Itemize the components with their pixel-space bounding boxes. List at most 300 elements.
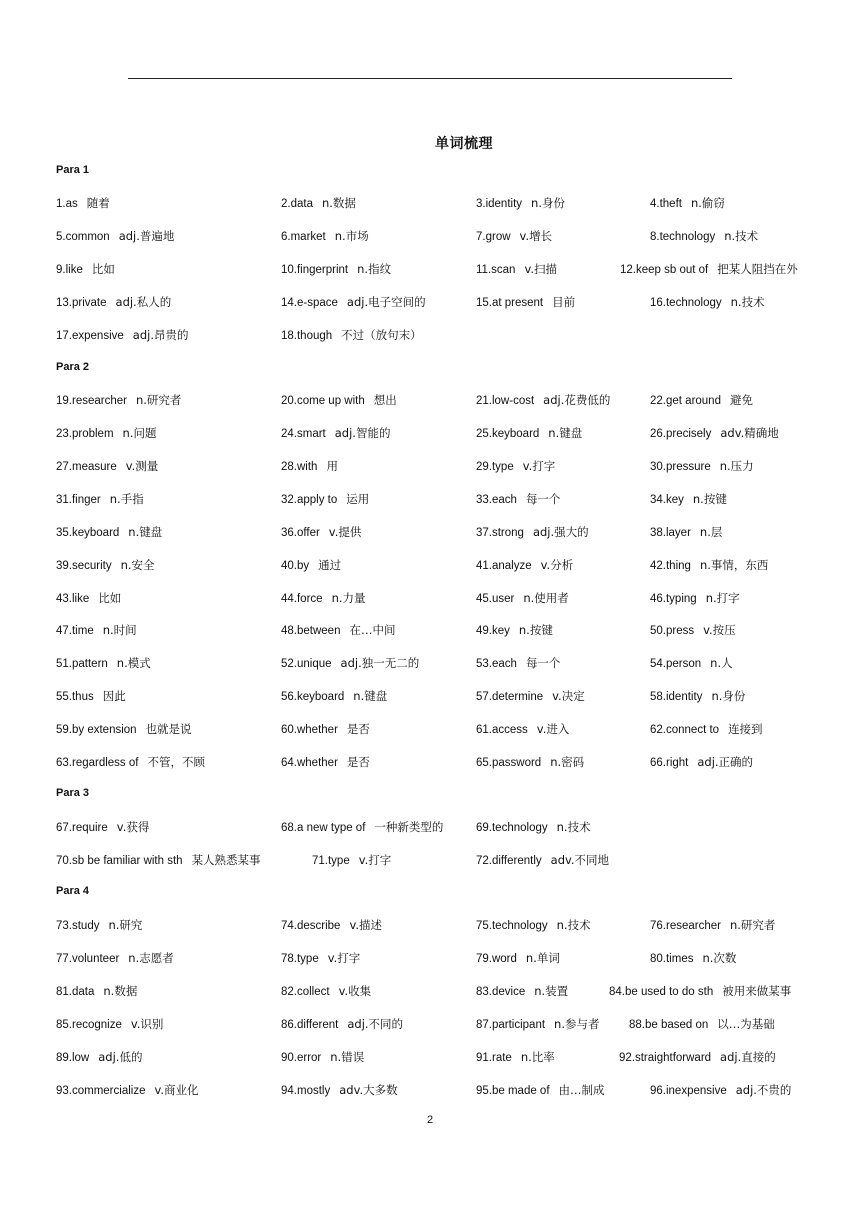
vocab-meaning: n.技术 [556, 918, 591, 932]
vocab-entry [281, 622, 395, 638]
vocab-term: 65.password [476, 757, 542, 769]
vocab-term: 89.low [56, 1052, 90, 1064]
vocab-entry [281, 1049, 364, 1065]
vocab-meaning: adj.智能的 [334, 426, 391, 440]
vocab-term: 51.pattern [56, 658, 108, 670]
vocab-term: 49.key [476, 625, 510, 637]
vocab-term: 19.researcher [56, 395, 127, 407]
vocab-term: 14.e-space [281, 297, 338, 309]
vocab-meaning: v.测量 [125, 459, 159, 473]
vocab-entry [56, 983, 137, 999]
vocab-meaning: 一种新类型的 [374, 820, 444, 834]
vocab-entry [476, 392, 610, 408]
vocab-meaning: 被用来做某事 [722, 984, 792, 998]
vocab-meaning: 因此 [102, 689, 126, 703]
vocab-meaning: v.按压 [703, 623, 736, 637]
vocab-meaning: v.获得 [116, 820, 150, 834]
vocab-entry [476, 590, 569, 606]
vocab-term: 70.sb be familiar with sth [56, 855, 183, 867]
vocab-term: 84.be used to do sth [609, 986, 714, 998]
vocab-meaning: 目前 [552, 295, 576, 309]
vocab-meaning: adj.强大的 [532, 525, 589, 539]
vocab-term: 27.measure [56, 461, 117, 473]
vocab-entry [650, 655, 733, 671]
vocab-meaning: n.偷窃 [690, 196, 725, 210]
vocab-entry [56, 852, 261, 868]
vocab-term: 23.problem [56, 428, 114, 440]
vocab-meaning: v.提供 [328, 525, 362, 539]
vocab-row [0, 622, 860, 642]
vocab-row [0, 327, 860, 347]
vocab-term: 16.technology [650, 297, 722, 309]
vocab-entry [650, 392, 753, 408]
vocab-term: 39.security [56, 560, 112, 572]
vocab-entry [476, 688, 585, 704]
vocab-entry [476, 1049, 555, 1065]
vocab-term: 62.connect to [650, 724, 720, 736]
vocab-meaning: 以…为基础 [717, 1017, 775, 1031]
vocab-entry [650, 425, 779, 441]
vocab-entry [281, 294, 426, 310]
vocab-term: 66.right [650, 757, 689, 769]
vocab-term: 56.keyboard [281, 691, 345, 703]
vocab-row [0, 950, 860, 970]
vocab-term: 80.times [650, 953, 694, 965]
vocab-entry [281, 917, 382, 933]
vocab-term: 22.get around [650, 395, 721, 407]
vocab-entry [56, 1082, 199, 1098]
vocab-meaning: 想出 [373, 393, 397, 407]
vocab-entry [56, 622, 137, 638]
vocab-entry [56, 524, 162, 540]
vocab-term: 78.type [281, 953, 319, 965]
vocab-meaning: n.单词 [525, 951, 560, 965]
vocab-meaning: adj.直接的 [720, 1050, 776, 1064]
vocab-entry [476, 655, 560, 671]
vocab-meaning: 避免 [729, 393, 753, 407]
vocab-meaning: n.技术 [724, 229, 759, 243]
vocab-entry [56, 1016, 163, 1032]
vocab-row [0, 294, 860, 314]
vocab-term: 74.describe [281, 920, 341, 932]
vocab-term: 48.between [281, 625, 341, 637]
vocab-term: 50.press [650, 625, 695, 637]
vocab-term: 13.private [56, 297, 107, 309]
vocab-term: 40.by [281, 560, 310, 572]
vocab-meaning: v.商业化 [154, 1083, 199, 1097]
page-number: 2 [426, 1114, 434, 1126]
vocab-meaning: n.使用者 [523, 591, 569, 605]
vocab-entry [476, 1082, 605, 1098]
vocab-term: 36.offer [281, 527, 320, 539]
vocab-meaning: n.键盘 [548, 426, 583, 440]
vocab-meaning: n.技术 [730, 295, 765, 309]
vocab-entry [650, 195, 725, 211]
vocab-meaning: adj.独一无二的 [340, 656, 420, 670]
vocab-meaning: 连接到 [728, 722, 763, 736]
vocab-meaning: adj.普遍地 [118, 229, 175, 243]
vocab-term: 96.inexpensive [650, 1085, 727, 1097]
vocab-term: 38.layer [650, 527, 691, 539]
vocab-meaning: adj.正确的 [697, 755, 754, 769]
vocab-meaning: 也就是说 [145, 722, 192, 736]
vocab-meaning: 是否 [346, 755, 370, 769]
vocab-entry [476, 1016, 600, 1032]
vocab-term: 54.person [650, 658, 702, 670]
vocab-entry [650, 917, 775, 933]
vocab-meaning: 某人熟悉某事 [191, 853, 261, 867]
vocab-term: 47.time [56, 625, 94, 637]
vocab-entry [650, 1082, 791, 1098]
vocab-entry [476, 721, 569, 737]
vocab-meaning: n.按键 [692, 492, 727, 506]
vocab-term: 10.fingerprint [281, 264, 349, 276]
vocab-meaning: n.按键 [518, 623, 553, 637]
vocab-meaning: n.数据 [103, 984, 138, 998]
vocab-entry [281, 819, 443, 835]
vocab-term: 94.mostly [281, 1085, 331, 1097]
vocab-row [0, 590, 860, 610]
vocab-entry [281, 983, 371, 999]
vocab-term: 95.be made of [476, 1085, 550, 1097]
vocab-entry [476, 622, 553, 638]
vocab-meaning: 比如 [98, 591, 122, 605]
vocab-row [0, 983, 860, 1003]
vocab-meaning: adj.电子空间的 [346, 295, 426, 309]
vocab-meaning: 是否 [346, 722, 370, 736]
vocab-row [0, 1049, 860, 1069]
section-label: Para 3 [56, 787, 90, 799]
vocab-meaning: 比如 [91, 262, 115, 276]
vocab-meaning: n.手指 [109, 492, 144, 506]
vocab-entry [56, 327, 188, 343]
vocab-meaning: n.身份 [711, 689, 746, 703]
vocab-row [0, 524, 860, 544]
vocab-meaning: 通过 [318, 558, 342, 572]
vocab-term: 41.analyze [476, 560, 532, 572]
vocab-entry [476, 195, 565, 211]
vocab-meaning: adj.不贵的 [735, 1083, 792, 1097]
vocab-row [0, 852, 860, 872]
vocab-meaning: adv.大多数 [339, 1083, 398, 1097]
vocab-meaning: n.参与者 [554, 1017, 600, 1031]
vocab-entry [56, 721, 192, 737]
vocab-term: 2.data [281, 198, 313, 210]
vocab-term: 55.thus [56, 691, 94, 703]
vocab-term: 63.regardless of [56, 757, 139, 769]
vocab-term: 9.like [56, 264, 83, 276]
vocab-meaning: adv.精确地 [720, 426, 779, 440]
vocab-entry [650, 458, 754, 474]
vocab-term: 87.participant [476, 1019, 546, 1031]
vocab-entry [476, 491, 560, 507]
vocab-meaning: 把某人阻挡在外 [717, 262, 798, 276]
vocab-entry [281, 458, 338, 474]
vocab-term: 73.study [56, 920, 100, 932]
vocab-term: 30.pressure [650, 461, 711, 473]
vocab-entry [56, 917, 142, 933]
vocab-entry [650, 491, 727, 507]
vocab-entry [650, 754, 753, 770]
vocab-term: 26.precisely [650, 428, 712, 440]
vocab-entry [281, 1082, 398, 1098]
vocab-term: 29.type [476, 461, 514, 473]
vocab-entry [650, 721, 763, 737]
vocab-term: 17.expensive [56, 330, 124, 342]
vocab-term: 11.scan [476, 264, 516, 276]
vocab-row [0, 917, 860, 937]
vocab-entry [56, 1049, 142, 1065]
vocab-term: 44.force [281, 593, 323, 605]
vocab-entry [609, 983, 791, 999]
vocab-term: 92.straightforward [619, 1052, 712, 1064]
vocab-entry [281, 491, 369, 507]
vocab-entry [650, 294, 765, 310]
vocab-entry [281, 392, 397, 408]
vocab-term: 58.identity [650, 691, 703, 703]
vocab-meaning: n.比率 [520, 1050, 555, 1064]
vocab-row [0, 1016, 860, 1036]
vocab-meaning: v.收集 [338, 984, 372, 998]
vocab-meaning: n.时间 [102, 623, 137, 637]
vocab-term: 83.device [476, 986, 526, 998]
vocab-entry [650, 950, 736, 966]
vocab-term: 69.technology [476, 822, 548, 834]
vocab-entry [620, 261, 798, 277]
vocab-term: 81.data [56, 986, 95, 998]
vocab-meaning: v.打字 [327, 951, 361, 965]
vocab-meaning: n.键盘 [353, 689, 388, 703]
header-rule [128, 78, 732, 79]
vocab-term: 5.common [56, 231, 110, 243]
vocab-row [0, 688, 860, 708]
vocab-entry [56, 261, 115, 277]
vocab-meaning: v.描述 [349, 918, 383, 932]
vocab-meaning: n.人 [710, 656, 733, 670]
vocab-entry [476, 261, 557, 277]
vocab-meaning: v.分析 [540, 558, 574, 572]
vocab-term: 76.researcher [650, 920, 721, 932]
vocab-entry [281, 524, 361, 540]
vocab-meaning: 不过（放句末） [341, 328, 422, 342]
vocab-term: 43.like [56, 593, 90, 605]
vocab-entry [619, 1049, 776, 1065]
vocab-meaning: n.层 [699, 525, 723, 539]
vocab-meaning: n.模式 [116, 656, 151, 670]
vocab-entry [650, 622, 736, 638]
vocab-term: 31.finger [56, 494, 101, 506]
vocab-meaning: v.扫描 [524, 262, 558, 276]
vocab-term: 82.collect [281, 986, 330, 998]
vocab-term: 71.type [312, 855, 350, 867]
vocab-entry [56, 688, 126, 704]
vocab-meaning: 不管，不顾 [147, 755, 205, 769]
vocab-term: 8.technology [650, 231, 716, 243]
vocab-meaning: n.次数 [702, 951, 737, 965]
vocab-row [0, 491, 860, 511]
vocab-term: 52.unique [281, 658, 332, 670]
vocab-meaning: 运用 [346, 492, 370, 506]
vocab-entry [650, 590, 740, 606]
vocab-entry [476, 228, 552, 244]
vocab-entry [629, 1016, 775, 1032]
vocab-meaning: n.压力 [719, 459, 754, 473]
vocab-meaning: n.研究者 [135, 393, 182, 407]
vocab-term: 42.thing [650, 560, 691, 572]
vocab-term: 20.come up with [281, 395, 365, 407]
vocab-term: 61.access [476, 724, 528, 736]
vocab-entry [281, 557, 341, 573]
vocab-meaning: v.增长 [519, 229, 553, 243]
vocab-entry [56, 950, 174, 966]
vocab-term: 32.apply to [281, 494, 338, 506]
vocab-meaning: n.指纹 [357, 262, 392, 276]
vocab-entry [476, 754, 584, 770]
vocab-entry [650, 228, 758, 244]
vocab-row [0, 425, 860, 445]
vocab-term: 88.be based on [629, 1019, 709, 1031]
vocab-row [0, 195, 860, 215]
vocab-term: 91.rate [476, 1052, 512, 1064]
vocab-row [0, 392, 860, 412]
vocab-entry [476, 950, 560, 966]
vocab-entry [476, 852, 609, 868]
vocab-row [0, 655, 860, 675]
vocab-meaning: v.进入 [536, 722, 570, 736]
vocab-entry [56, 819, 149, 835]
vocab-entry [281, 754, 370, 770]
vocab-term: 4.theft [650, 198, 682, 210]
vocab-term: 77.volunteer [56, 953, 120, 965]
vocab-term: 24.smart [281, 428, 326, 440]
vocab-row [0, 557, 860, 577]
vocab-term: 86.different [281, 1019, 339, 1031]
vocab-entry [56, 590, 121, 606]
vocab-entry [56, 557, 155, 573]
vocab-entry [476, 425, 582, 441]
vocab-term: 79.word [476, 953, 517, 965]
vocab-term: 53.each [476, 658, 517, 670]
section-label: Para 1 [56, 164, 90, 176]
vocab-term: 75.technology [476, 920, 548, 932]
vocab-entry [281, 721, 370, 737]
vocab-row [0, 754, 860, 774]
vocab-term: 67.require [56, 822, 108, 834]
vocab-term: 35.keyboard [56, 527, 120, 539]
vocab-meaning: n.密码 [550, 755, 585, 769]
vocab-entry [56, 655, 151, 671]
vocab-row [0, 1082, 860, 1102]
vocab-meaning: n.键盘 [128, 525, 163, 539]
vocab-term: 90.error [281, 1052, 322, 1064]
vocab-entry [312, 852, 391, 868]
vocab-term: 28.with [281, 461, 318, 473]
vocab-meaning: adj.私人的 [115, 295, 172, 309]
vocab-entry [476, 557, 573, 573]
vocab-entry [650, 524, 722, 540]
vocab-term: 25.keyboard [476, 428, 540, 440]
vocab-entry [281, 655, 419, 671]
vocab-term: 45.user [476, 593, 515, 605]
vocab-row [0, 721, 860, 741]
vocab-entry [476, 294, 575, 310]
vocab-entry [56, 425, 157, 441]
vocab-meaning: n.力量 [331, 591, 366, 605]
vocab-meaning: v.打字 [522, 459, 556, 473]
vocab-meaning: v.识别 [130, 1017, 164, 1031]
vocab-meaning: n.打字 [705, 591, 740, 605]
vocab-term: 18.though [281, 330, 333, 342]
vocab-term: 15.at present [476, 297, 544, 309]
vocab-meaning: n.问题 [122, 426, 157, 440]
vocab-term: 6.market [281, 231, 326, 243]
vocab-entry [476, 524, 589, 540]
vocab-meaning: v.决定 [552, 689, 585, 703]
vocab-term: 57.determine [476, 691, 544, 703]
vocab-meaning: n.研究 [108, 918, 143, 932]
vocab-meaning: n.数据 [321, 196, 356, 210]
vocab-entry [281, 195, 356, 211]
vocab-meaning: n.市场 [334, 229, 369, 243]
vocab-term: 1.as [56, 198, 78, 210]
vocab-entry [56, 458, 158, 474]
vocab-entry [56, 294, 171, 310]
vocab-meaning: n.研究者 [729, 918, 776, 932]
vocab-term: 59.by extension [56, 724, 137, 736]
vocab-term: 21.low-cost [476, 395, 535, 407]
vocab-entry [56, 392, 181, 408]
vocab-meaning: n.志愿者 [128, 951, 174, 965]
vocab-meaning: adj.昂贵的 [132, 328, 189, 342]
vocab-meaning: 每一个 [525, 492, 561, 506]
vocab-term: 72.differently [476, 855, 542, 867]
section-label: Para 4 [56, 885, 90, 897]
vocab-entry [650, 688, 745, 704]
vocab-entry [476, 917, 591, 933]
page-title: 单词梳理 [435, 135, 493, 151]
vocab-meaning: n.装置 [534, 984, 569, 998]
vocab-entry [281, 327, 422, 343]
vocab-term: 60.whether [281, 724, 338, 736]
vocab-entry [476, 819, 591, 835]
vocab-meaning: adj.低的 [98, 1050, 143, 1064]
vocab-row [0, 819, 860, 839]
vocab-term: 64.whether [281, 757, 338, 769]
vocab-meaning: adv.不同地 [550, 853, 610, 867]
vocab-entry [281, 228, 369, 244]
vocab-entry [476, 458, 555, 474]
vocab-term: 12.keep sb out of [620, 264, 709, 276]
vocab-entry [281, 590, 366, 606]
vocab-row [0, 458, 860, 478]
vocab-entry [281, 425, 390, 441]
vocab-row [0, 261, 860, 281]
vocab-entry [281, 688, 387, 704]
vocab-entry [56, 195, 110, 211]
vocab-meaning: v.打字 [358, 853, 392, 867]
vocab-entry [476, 983, 568, 999]
vocab-meaning: 由…制成 [558, 1083, 605, 1097]
vocab-entry [281, 261, 391, 277]
vocab-meaning: n.安全 [120, 558, 155, 572]
vocab-term: 33.each [476, 494, 517, 506]
vocab-term: 7.grow [476, 231, 511, 243]
vocab-meaning: n.事情，东西 [699, 558, 769, 572]
vocab-meaning: n.身份 [531, 196, 565, 210]
vocab-meaning: 在…中间 [349, 623, 396, 637]
section-label: Para 2 [56, 361, 90, 373]
vocab-entry [650, 557, 768, 573]
